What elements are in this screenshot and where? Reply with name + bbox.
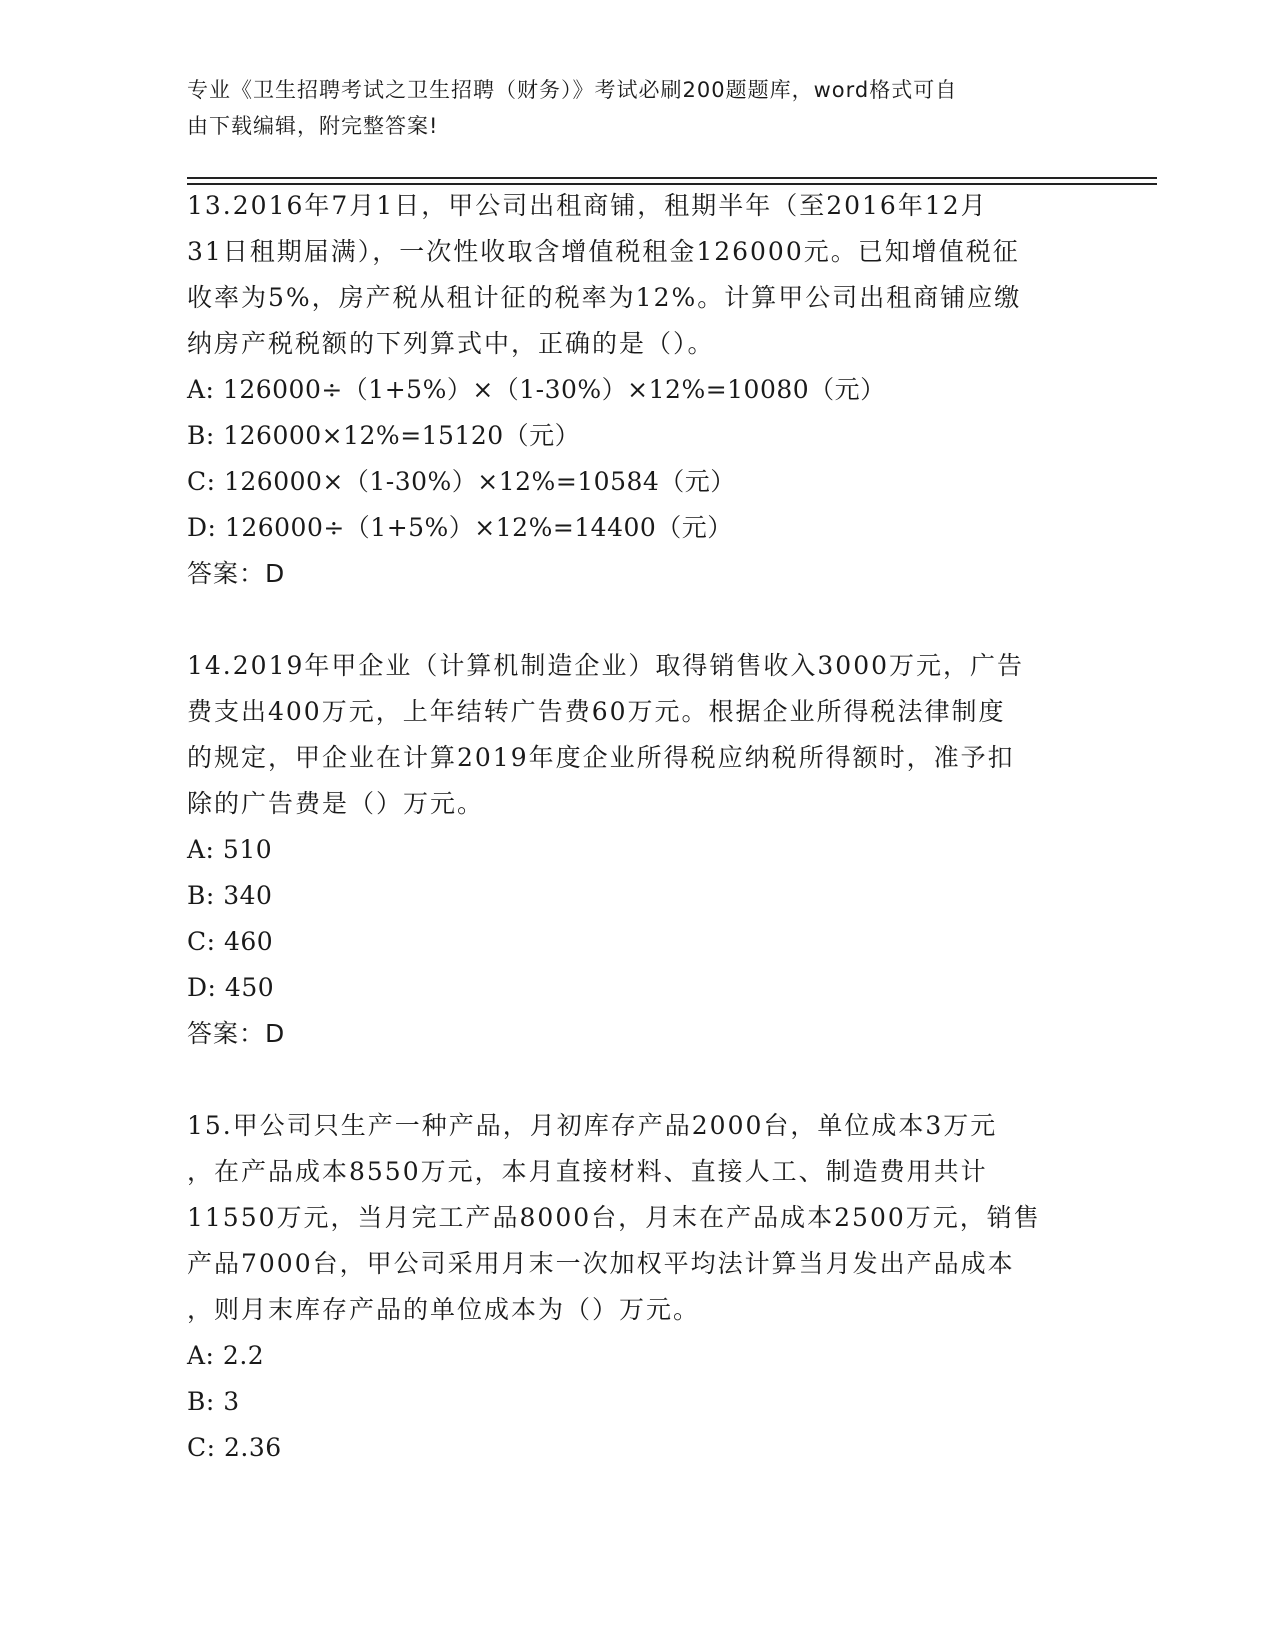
option-d: D: 450 xyxy=(187,973,275,1002)
answer-label: 答案：D xyxy=(187,559,286,588)
answer-label: 答案：D xyxy=(187,1019,286,1048)
header-rule-top xyxy=(187,177,1157,179)
question-stem-line: 除的广告费是（）万元。 xyxy=(187,789,485,818)
option-d: D: 126000÷（1+5%）×12%=14400（元） xyxy=(187,513,733,542)
question-stem-line: 14.2019年甲企业（计算机制造企业）取得销售收入3000万元，广告 xyxy=(187,651,1025,680)
option-b: B: 3 xyxy=(187,1387,240,1416)
header-line: 专业《卫生招聘考试之卫生招聘（财务）》考试必刷200题题库，word格式可自 xyxy=(187,78,958,102)
question-stem-line: 收率为5%，房产税从租计征的税率为12%。计算甲公司出租商铺应缴 xyxy=(187,283,1022,312)
question-stem-line: 13.2016年7月1日，甲公司出租商铺，租期半年（至2016年12月 xyxy=(187,191,988,220)
option-a: A: 126000÷（1+5%）×（1-30%）×12%=10080（元） xyxy=(187,375,886,404)
option-c: C: 460 xyxy=(187,927,274,956)
question-15 xyxy=(187,1103,1087,1471)
option-b: B: 126000×12%=15120（元） xyxy=(187,421,581,450)
question-stem-line: 费支出400万元，上年结转广告费60万元。根据企业所得税法律制度 xyxy=(187,697,1006,726)
question-13 xyxy=(187,183,1087,597)
option-c: C: 126000×（1-30%）×12%=10584（元） xyxy=(187,467,736,496)
question-stem-line: 纳房产税税额的下列算式中，正确的是（）。 xyxy=(187,329,715,358)
option-c: C: 2.36 xyxy=(187,1433,282,1462)
document-header xyxy=(187,72,1087,144)
question-stem-line: 产品7000台，甲公司采用月末一次加权平均法计算当月发出产品成本 xyxy=(187,1249,1015,1278)
question-stem-line: 的规定，甲企业在计算2019年度企业所得税应纳税所得额时，准予扣 xyxy=(187,743,1015,772)
option-a: A: 2.2 xyxy=(187,1341,265,1370)
question-stem-line: ，则月末库存产品的单位成本为（）万元。 xyxy=(187,1295,701,1324)
question-stem-line: 31日租期届满），一次性收取含增值税租金126000元。已知增值税征 xyxy=(187,237,1020,266)
question-14 xyxy=(187,643,1087,1057)
header-line: 由下载编辑，附完整答案! xyxy=(187,114,439,138)
question-stem-line: ，在产品成本8550万元，本月直接材料、直接人工、制造费用共计 xyxy=(187,1157,988,1186)
question-stem-line: 11550万元，当月完工产品8000台，月末在产品成本2500万元，销售 xyxy=(187,1203,1041,1232)
option-b: B: 340 xyxy=(187,881,273,910)
option-a: A: 510 xyxy=(187,835,273,864)
question-stem-line: 15.甲公司只生产一种产品，月初库存产品2000台，单位成本3万元 xyxy=(187,1111,998,1140)
